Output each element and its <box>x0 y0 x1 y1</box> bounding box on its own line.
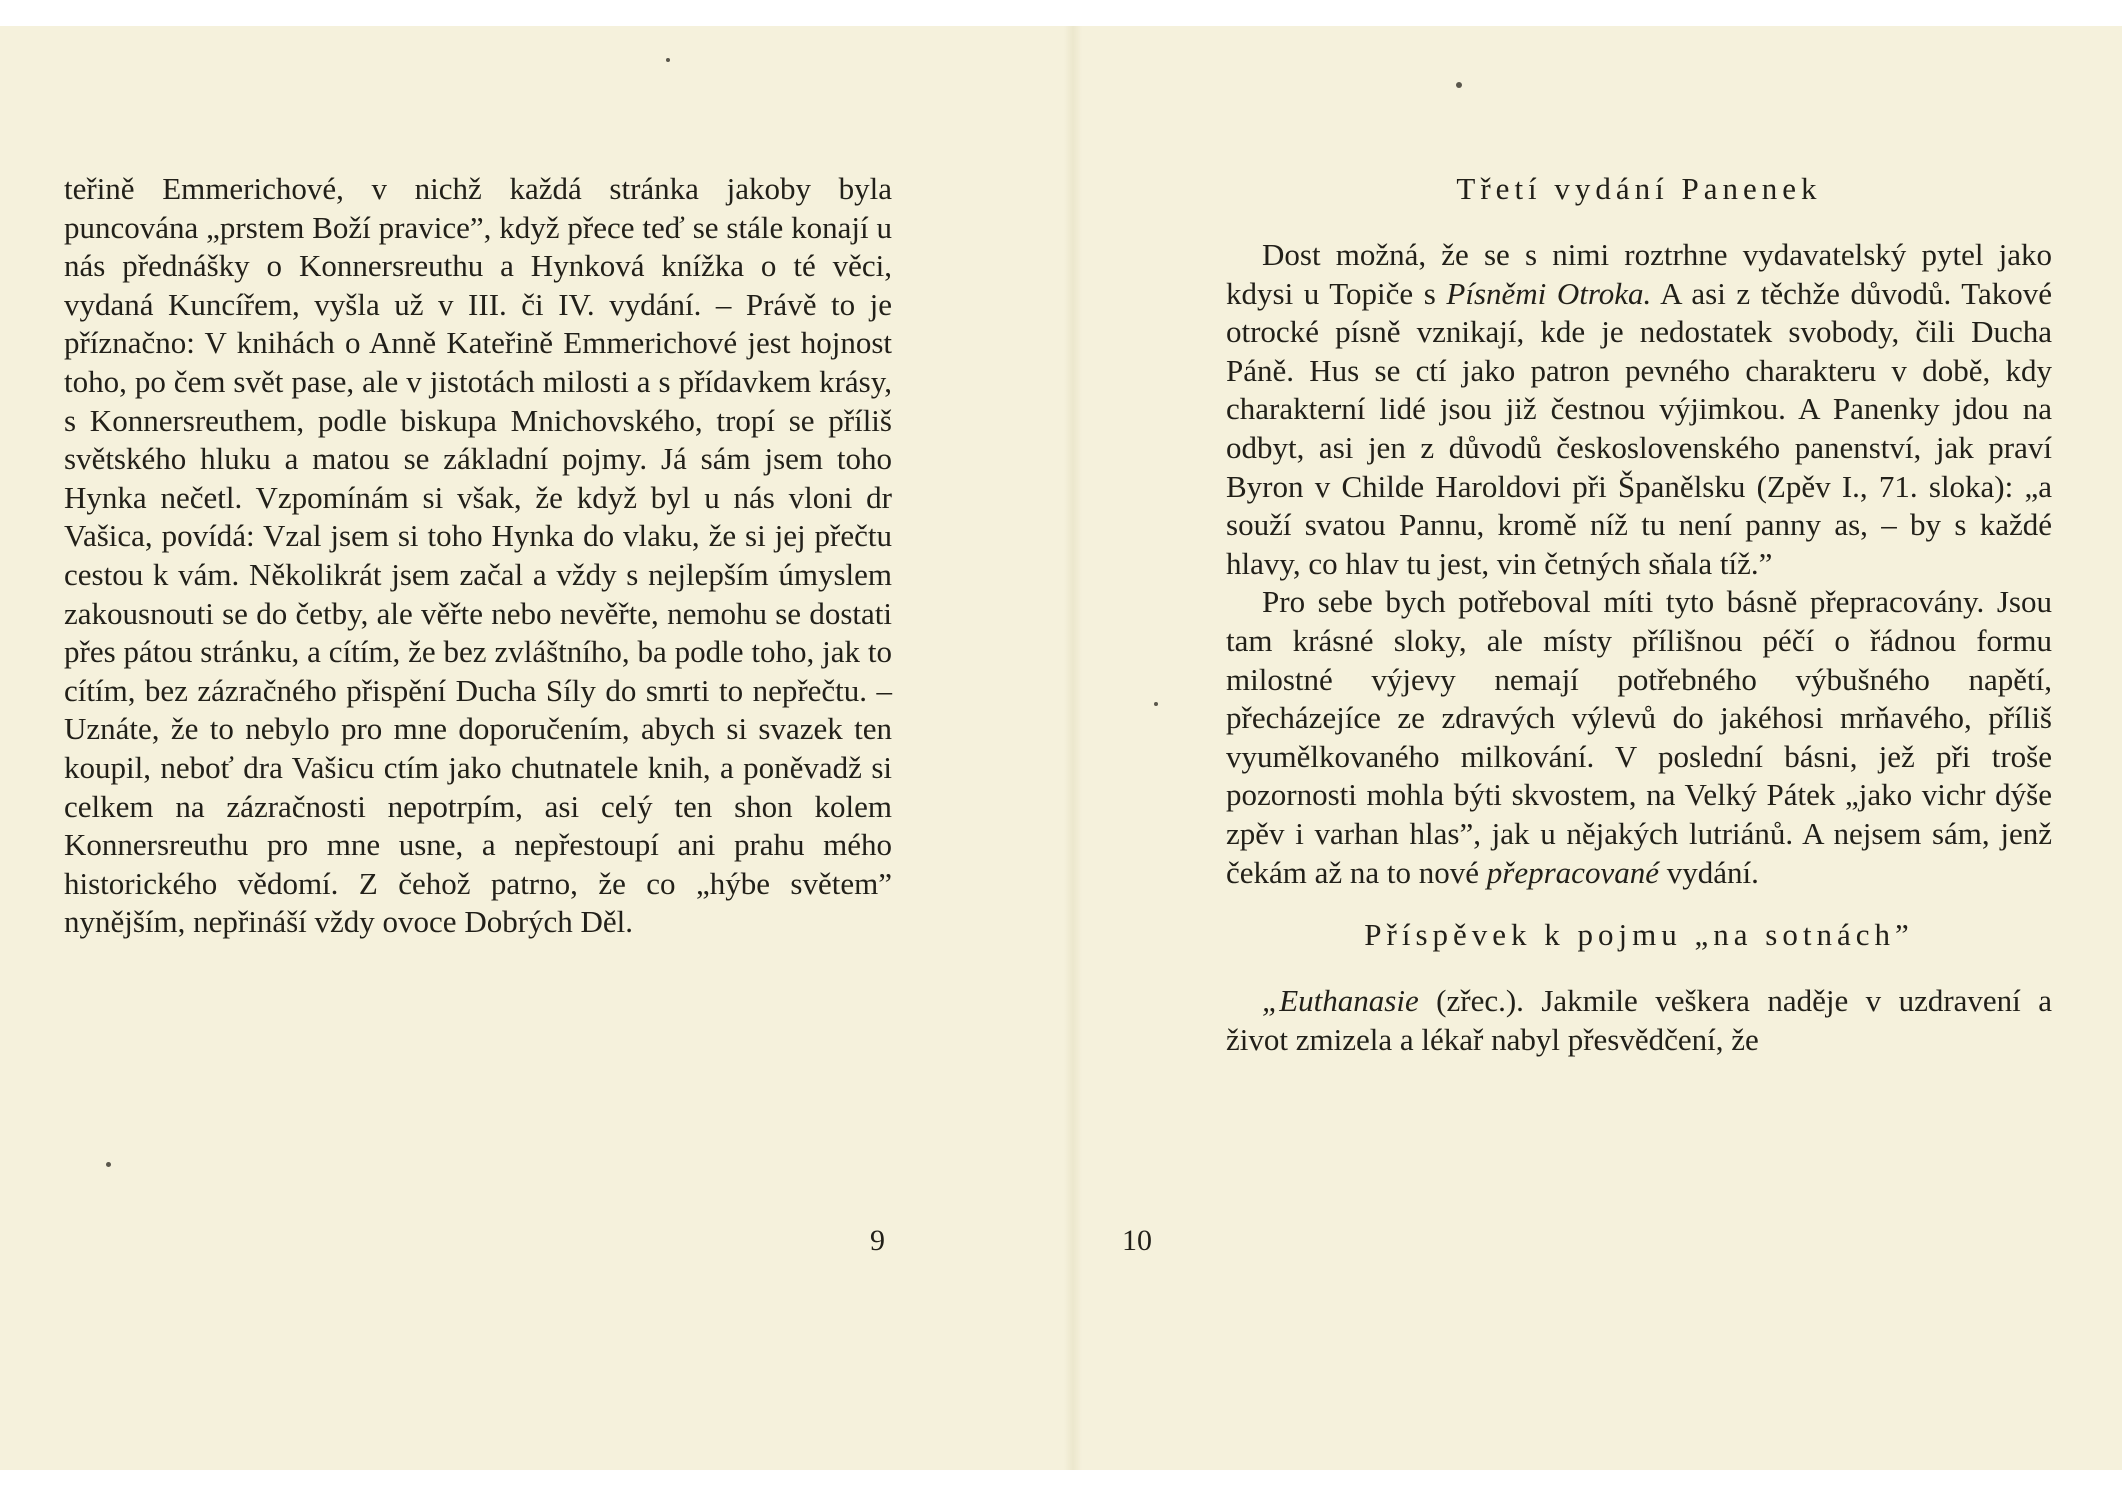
paper-speck <box>1154 702 1158 706</box>
paragraph-text: Pro sebe bych potřeboval míti tyto básně přepracovány. Jsou tam krásné sloky, ale místy přílišnou péčí o řádnou formu milostné výjevy nemají potřebného výbušného napětí, přecházejíce ze zdravých výlevů do jakéhosi mrňavého, příliš vyumělkovaného milkování. V poslední básni, jež při troše pozornosti mohla býti skvostem, na Velký Pátek „jako vichr dýše zpěv i varhan hlas”, jak u nějakých lutriánů. A nejsem sám, jenž čekám až na to nové <box>1226 584 2052 890</box>
right-page <box>1082 26 2122 1470</box>
left-page <box>0 26 1064 1470</box>
paragraph-text: vydání. <box>1658 854 1759 890</box>
paper-speck <box>106 1162 111 1167</box>
paper-speck <box>666 58 670 62</box>
section-heading: Třetí vydání Panenek <box>1456 171 1822 206</box>
page-number: 9 <box>870 1224 885 1257</box>
book-spread <box>0 26 2122 1470</box>
page-number: 10 <box>1122 1224 1152 1257</box>
right-page-text <box>1226 170 2052 1059</box>
body-paragraph <box>1226 583 2052 892</box>
paragraph-text: (zřec.). Jakmile veškera naděje v uzdravení a život zmizela a lékař nabyl přesvědčení, že <box>1226 983 2052 1057</box>
paragraph-text: Dost možná, že se s nimi roztrhne vydavatelský pytel jako kdysi u Topiče s <box>1226 237 2052 311</box>
book-title: Písněmi Otroka. <box>1446 275 1652 311</box>
body-paragraph <box>1226 236 2052 583</box>
paragraph-text: A asi z těchže důvodů. Takové otrocké písně vznikají, kde je nedostatek svobody, čili Ducha Páně. Hus se ctí jako patron pevného charakteru v době, kdy charakterní lidé jsou již čestnou výjimkou. A Panenky jdou na odbyt, asi jen z důvodů československého panenství, jak praví Byron v Childe Haroldovi při Španělsku (Zpěv I., 71. sloka): „a souží svatou Pannu, kromě níž tu není panny as, – by s každé hlavy, co hlav tu jest, vin četných sňala tíž.” <box>1226 275 2053 581</box>
section-heading: Příspěvek k pojmu „na sotnách” <box>1364 917 1914 953</box>
body-paragraph: teřině Emmerichové, v nichž každá stránka jakoby byla puncována „prstem Boží pravice”, když přece teď se stále konají u nás přednášky o Konnersreuthu a Hynková knížka o té věci, vydaná Kuncířem, vyšla už v III. či IV. vydání. – Právě to je příznačno: V knihách o Anně Kateřině Emmerichové jest hojnost toho, po čem svět pase, ale v jistotách milosti a s přídavkem krásy, s Konnersreuthem, podle biskupa Mnichovského, tropí se příliš světského hluku a matou se základní pojmy. Já sám jsem toho Hynka nečetl. Vzpomínám si však, že když byl u nás vloni dr Vašica, povídá: Vzal jsem si toho Hynka do vlaku, že si jej přečtu cestou k vám. Několikrát jsem začal a vždy s nejlepším úmyslem zakousnouti se do četby, ale věřte nebo nevěřte, nemohu se dostati přes pátou stránku, a cítím, že bez zvláštního, ba podle toho, jak to cítím, bez zázračného přispění Ducha Síly do smrti to nepřečtu. – Uznáte, že to nebylo pro mne doporučením, abych si svazek ten koupil, neboť dra Vašicu ctím jako chutnatele knih, a poněvadž si celkem na zázračnosti nepotrpím, asi celý ten shon kolem Konnersreuthu pro mne usne, a nepřestoupí ani prahu mého historického vědomí. Z čehož patrno, že co „hýbe světem” nynějším, nepřináší vždy ovoce Dobrých Děl. <box>64 171 892 940</box>
body-paragraph <box>1226 982 2052 1059</box>
left-page-text <box>64 170 892 942</box>
book-gutter <box>1064 26 1082 1470</box>
paper-speck <box>1456 82 1462 88</box>
emphasis-text: přepracované <box>1486 854 1659 890</box>
emphasis-text: „Euthanasie <box>1262 983 1419 1019</box>
